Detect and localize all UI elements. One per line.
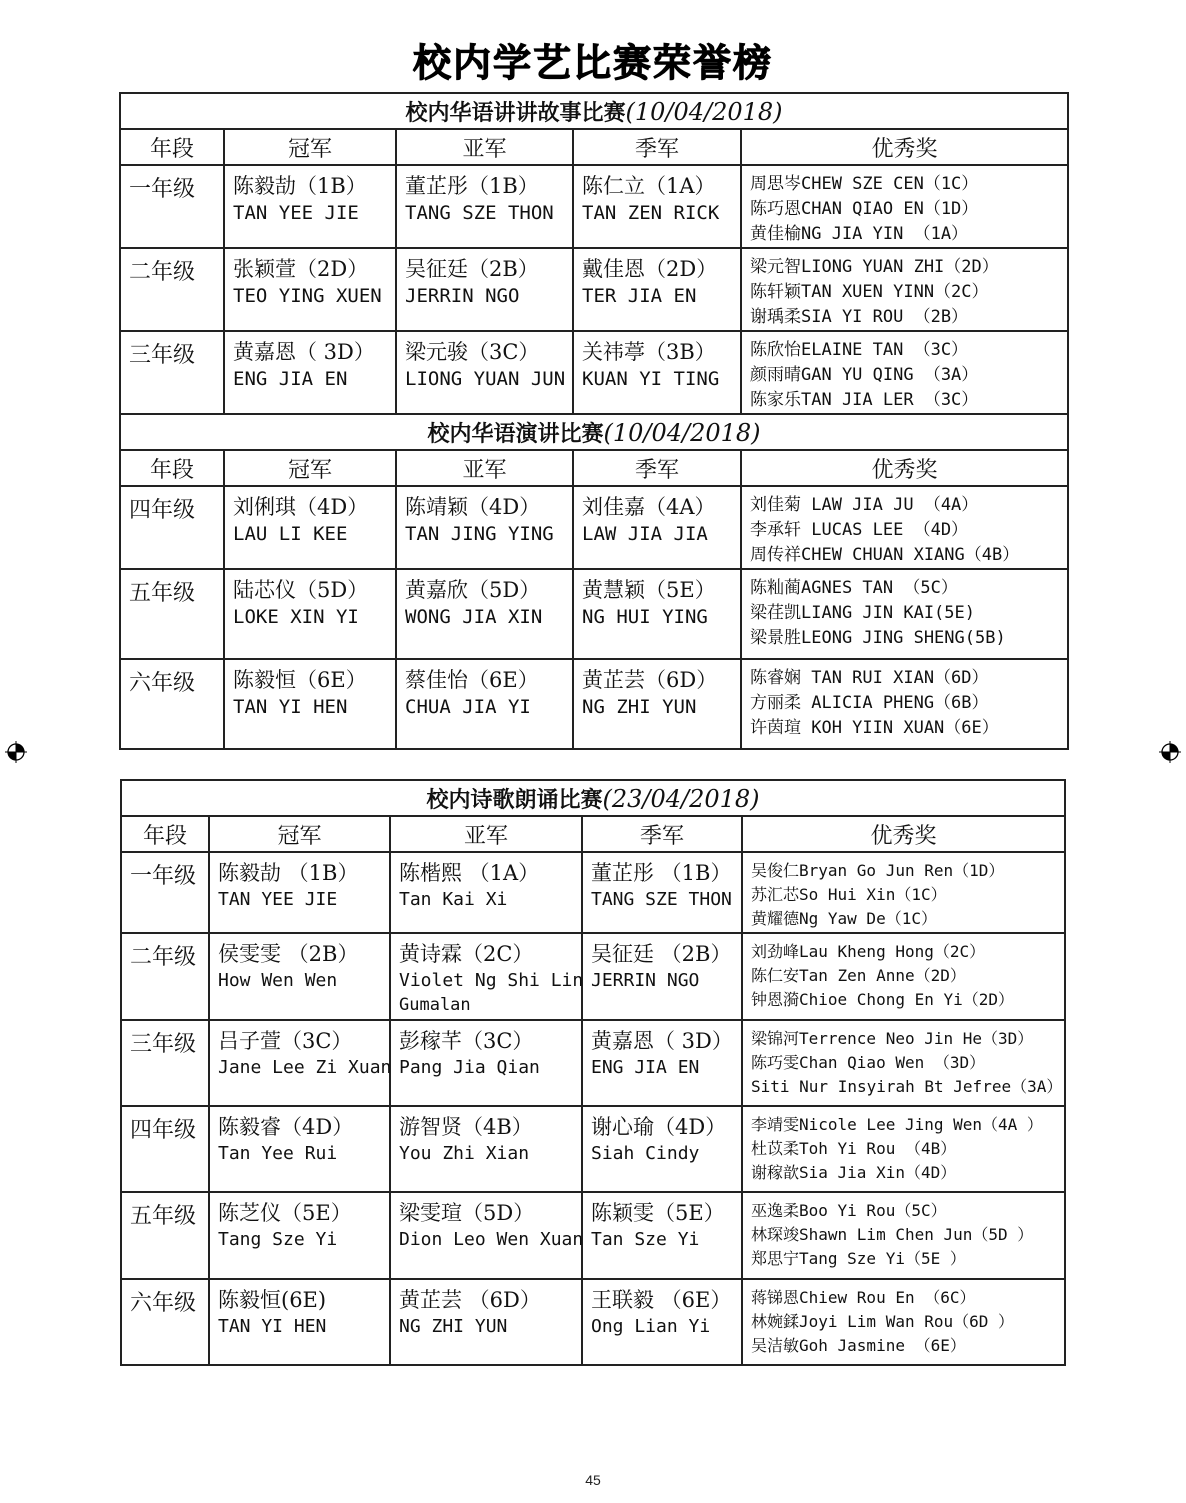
- grade-cell: 四年级: [121, 1106, 209, 1192]
- winner-chinese-name: 谢心瑜（4D）: [591, 1115, 727, 1139]
- winner-chinese-name: 黄慧颖（5E）: [582, 578, 716, 602]
- grade-cell: 二年级: [120, 248, 224, 331]
- runner-up-cell: [396, 248, 573, 331]
- runner-up-cell: [390, 852, 582, 933]
- header-row: [121, 816, 1065, 852]
- winner-chinese-name: 梁雯瑄（5D）: [399, 1201, 535, 1225]
- excellence-winner: 谢瑀柔SIA YI ROU （2B）: [750, 307, 969, 327]
- section-name: 校内华语讲讲故事比赛: [405, 99, 626, 126]
- excellence-winner: 梁荏凯LIANG JIN KAI(5E): [750, 603, 975, 623]
- runner-up-header: 亚军: [390, 816, 582, 852]
- excellence-cell: [742, 852, 1065, 933]
- table-row: [120, 486, 1068, 569]
- excellence-winner: 钟恩漪Chioe Chong En Yi（2D）: [751, 990, 1015, 1009]
- registration-mark-left-icon: [5, 741, 27, 763]
- winner-english-name: LAU LI KEE: [233, 523, 348, 545]
- grade-cell: 五年级: [120, 569, 224, 659]
- excellence-winner: 梁元智LIONG YUAN ZHI（2D）: [750, 257, 999, 277]
- winner-chinese-name: 黄嘉欣（5D）: [405, 578, 541, 602]
- champion-header: 冠军: [224, 450, 396, 486]
- grade-cell: 六年级: [121, 1279, 209, 1365]
- grade-cell: 五年级: [121, 1192, 209, 1279]
- excellence-cell: [741, 486, 1068, 569]
- excellence-winner: 杜苡柔Toh Yi Rou （4B）: [751, 1139, 957, 1158]
- excellence-winner: 林琛竣Shawn Lim Chen Jun（5D ）: [751, 1225, 1034, 1244]
- champion-cell: [224, 248, 396, 331]
- champion-cell: [224, 569, 396, 659]
- winner-chinese-name: 陈毅劼 （1B）: [218, 861, 359, 885]
- excellence-cell: [741, 659, 1068, 749]
- table-row: [121, 1192, 1065, 1279]
- table-row: [121, 933, 1065, 1020]
- excellence-header: 优秀奖: [741, 129, 1068, 165]
- champion-cell: [209, 1106, 390, 1192]
- winner-english-name: TANG SZE THON: [405, 202, 554, 224]
- header-row: [120, 450, 1068, 486]
- awards-table-poetry: [120, 779, 1066, 1366]
- winner-english-name: ENG JIA EN: [233, 368, 348, 390]
- third-cell: [573, 165, 741, 248]
- winner-chinese-name: 吴征廷（2B）: [405, 257, 539, 281]
- grade-header: 年段: [121, 816, 209, 852]
- winner-english-name: TAN YI HEN: [218, 1316, 327, 1337]
- winner-english-name: TAN JING YING: [405, 523, 554, 545]
- winner-chinese-name: 陈颖雯（5E）: [591, 1201, 725, 1225]
- champion-cell: [224, 331, 396, 414]
- table-row: [120, 659, 1068, 749]
- winner-chinese-name: 黄诗霖（2C）: [399, 942, 534, 966]
- excellence-winner: 陈巧恩CHAN QIAO EN（1D）: [750, 199, 979, 219]
- winner-english-name: NG ZHI YUN: [399, 1316, 508, 1337]
- winner-english-name: LIONG YUAN JUN: [405, 368, 566, 390]
- winner-english-name: Pang Jia Qian: [399, 1057, 540, 1078]
- excellence-winner: 陈轩颖TAN XUEN YINN（2C）: [750, 282, 989, 302]
- runner-up-cell: [396, 569, 573, 659]
- excellence-winner: 郑思宁Tang Sze Yi（5E ）: [751, 1249, 966, 1268]
- winner-english-name: JERRIN NGO: [591, 970, 700, 991]
- grade-cell: 六年级: [120, 659, 224, 749]
- excellence-winner: 陈睿娴 TAN RUI XIAN（6D）: [750, 668, 989, 688]
- winner-chinese-name: 陈毅恒（6E）: [233, 668, 367, 692]
- runner-up-cell: [396, 486, 573, 569]
- winner-chinese-name: 王联毅 （6E）: [591, 1288, 732, 1312]
- winner-chinese-name: 黄嘉恩（ 3D）: [233, 340, 375, 364]
- winner-chinese-name: 陈毅恒(6E): [218, 1288, 327, 1312]
- grade-header: 年段: [120, 450, 224, 486]
- winner-english-name: TEO YING XUEN: [233, 285, 382, 307]
- excellence-winner: 吴俊仁Bryan Go Jun Ren（1D）: [751, 861, 1005, 880]
- excellence-cell: [741, 569, 1068, 659]
- winner-chinese-name: 陈楷熙 （1A）: [399, 861, 540, 885]
- section-title-row: [120, 93, 1068, 129]
- champion-cell: [209, 933, 390, 1020]
- excellence-winner: 陈家乐TAN JIA LER （3C）: [750, 390, 979, 410]
- table-row: [121, 1106, 1065, 1192]
- table-row: [121, 1279, 1065, 1365]
- winner-english-name: TAN ZEN RICK: [582, 202, 720, 224]
- champion-cell: [209, 1279, 390, 1365]
- champion-cell: [224, 659, 396, 749]
- winner-english-name: Dion Leo Wen Xuan: [399, 1229, 584, 1250]
- champion-cell: [209, 1192, 390, 1279]
- third-cell: [582, 933, 742, 1020]
- grade-header: 年段: [120, 129, 224, 165]
- excellence-cell: [742, 1279, 1065, 1365]
- winner-chinese-name: 吕子萱（3C）: [218, 1029, 353, 1053]
- section-title: [120, 93, 1068, 129]
- section-date: (10/04/2018): [603, 418, 761, 447]
- winner-chinese-name: 陆芯仪（5D）: [233, 578, 369, 602]
- winner-english-name: Tan Sze Yi: [591, 1229, 700, 1250]
- third-cell: [573, 569, 741, 659]
- winner-chinese-name: 陈仁立（1A）: [582, 174, 716, 198]
- winner-chinese-name: 游智贤（4B）: [399, 1115, 533, 1139]
- third-place-header: 季军: [573, 450, 741, 486]
- excellence-cell: [742, 1192, 1065, 1279]
- winner-english-name: Gumalan: [399, 995, 471, 1015]
- grade-cell: 四年级: [120, 486, 224, 569]
- third-cell: [582, 1020, 742, 1106]
- excellence-winner: 苏汇芯So Hui Xin（1C）: [751, 885, 947, 904]
- winner-english-name: WONG JIA XIN: [405, 606, 543, 628]
- excellence-winner: 周思岑CHEW SZE CEN（1C）: [750, 174, 979, 194]
- excellence-winner: 李靖雯Nicole Lee Jing Wen（4A ）: [751, 1115, 1043, 1134]
- excellence-winner: 陈籼蔺AGNES TAN （5C）: [750, 578, 958, 598]
- winner-english-name: Tan Yee Rui: [218, 1143, 338, 1164]
- champion-header: 冠军: [209, 816, 390, 852]
- excellence-winner: 李承轩 LUCAS LEE （4D）: [750, 520, 969, 540]
- section-title-row: [120, 414, 1068, 450]
- winner-chinese-name: 董芷彤（1B）: [405, 174, 539, 198]
- champion-cell: [209, 1020, 390, 1106]
- third-place-header: 季军: [573, 129, 741, 165]
- third-cell: [573, 659, 741, 749]
- winner-english-name: CHUA JIA YI: [405, 696, 531, 718]
- winner-chinese-name: 吴征廷 （2B）: [591, 942, 732, 966]
- table-row: [121, 852, 1065, 933]
- section-date: (23/04/2018): [602, 784, 760, 813]
- header-row: [120, 129, 1068, 165]
- excellence-winner: 方丽柔 ALICIA PHENG（6B）: [750, 693, 989, 713]
- winner-chinese-name: 刘俐琪（4D）: [233, 495, 369, 519]
- winner-english-name: TAN YEE JIE: [218, 889, 338, 910]
- section-title: [120, 414, 1068, 450]
- excellence-winner: 吴洁敏Goh Jasmine （6E）: [751, 1336, 966, 1355]
- winner-english-name: TANG SZE THON: [591, 889, 732, 910]
- excellence-cell: [742, 933, 1065, 1020]
- champion-cell: [224, 486, 396, 569]
- table-row: [120, 248, 1068, 331]
- grade-cell: 一年级: [120, 165, 224, 248]
- winner-english-name: Tan Kai Xi: [399, 889, 508, 910]
- page-number: 45: [585, 1472, 601, 1488]
- winner-english-name: TER JIA EN: [582, 285, 697, 307]
- runner-up-cell: [390, 933, 582, 1020]
- excellence-header: 优秀奖: [742, 816, 1065, 852]
- winner-chinese-name: 陈毅劼（1B）: [233, 174, 367, 198]
- winner-english-name: Tang Sze Yi: [218, 1229, 338, 1250]
- champion-header: 冠军: [224, 129, 396, 165]
- winner-chinese-name: 黄嘉恩（ 3D）: [591, 1029, 733, 1053]
- winner-english-name: Jane Lee Zi Xuan: [218, 1057, 392, 1078]
- registration-mark-right-icon: [1159, 741, 1181, 763]
- section-name: 校内诗歌朗诵比赛: [426, 786, 603, 813]
- champion-cell: [209, 852, 390, 933]
- section-title: [121, 780, 1065, 816]
- third-cell: [582, 1106, 742, 1192]
- champion-cell: [224, 165, 396, 248]
- excellence-winner: Siti Nur Insyirah Bt Jefree（3A）: [751, 1077, 1063, 1096]
- third-cell: [582, 1279, 742, 1365]
- section-name: 校内华语演讲比赛: [427, 420, 604, 447]
- winner-chinese-name: 陈芝仪（5E）: [218, 1201, 352, 1225]
- excellence-winner: 黄耀德Ng Yaw De（1C）: [751, 909, 937, 928]
- third-cell: [582, 852, 742, 933]
- excellence-cell: [741, 165, 1068, 248]
- runner-up-cell: [390, 1279, 582, 1365]
- winner-english-name: Siah Cindy: [591, 1143, 700, 1164]
- table-row: [120, 569, 1068, 659]
- excellence-winner: 巫逸柔Boo Yi Rou（5C）: [751, 1201, 947, 1220]
- winner-chinese-name: 梁元骏（3C）: [405, 340, 540, 364]
- winner-english-name: TAN YEE JIE: [233, 202, 359, 224]
- grade-cell: 二年级: [121, 933, 209, 1020]
- awards-table-speech: [119, 92, 1069, 750]
- grade-cell: 三年级: [120, 331, 224, 414]
- winner-english-name: How Wen Wen: [218, 970, 338, 991]
- excellence-winner: 刘劲峰Lau Kheng Hong（2C）: [751, 942, 986, 961]
- winner-english-name: ENG JIA EN: [591, 1057, 700, 1078]
- runner-up-cell: [390, 1106, 582, 1192]
- excellence-winner: 刘佳菊 LAW JIA JU （4A）: [750, 495, 979, 515]
- winner-english-name: NG HUI YING: [582, 606, 708, 628]
- winner-english-name: KUAN YI TING: [582, 368, 720, 390]
- excellence-winner: 陈仁安Tan Zen Anne（2D）: [751, 966, 966, 985]
- winner-english-name: NG ZHI YUN: [582, 696, 697, 718]
- winner-english-name: LOKE XIN YI: [233, 606, 359, 628]
- third-cell: [573, 331, 741, 414]
- third-cell: [573, 248, 741, 331]
- excellence-winner: 梁锦河Terrence Neo Jin He（3D）: [751, 1029, 1034, 1048]
- winner-english-name: You Zhi Xian: [399, 1143, 530, 1164]
- excellence-header: 优秀奖: [741, 450, 1068, 486]
- excellence-winner: 颜雨晴GAN YU QING （3A）: [750, 365, 979, 385]
- excellence-winner: 蒋锑恩Chiew Rou En （6C）: [751, 1288, 976, 1307]
- winner-chinese-name: 张颖萱（2D）: [233, 257, 369, 281]
- winner-english-name: Ong Lian Yi: [591, 1316, 711, 1337]
- third-cell: [573, 486, 741, 569]
- winner-chinese-name: 戴佳恩（2D）: [582, 257, 718, 281]
- runner-up-cell: [390, 1192, 582, 1279]
- winner-chinese-name: 陈靖颖（4D）: [405, 495, 541, 519]
- winner-english-name: Violet Ng Shi Lin: [399, 970, 584, 991]
- winner-english-name: TAN YI HEN: [233, 696, 348, 718]
- winner-english-name: LAW JIA JIA: [582, 523, 708, 545]
- table-row: [120, 165, 1068, 248]
- grade-cell: 一年级: [121, 852, 209, 933]
- table-row: [120, 331, 1068, 414]
- excellence-cell: [741, 248, 1068, 331]
- section-title-row: [121, 780, 1065, 816]
- excellence-winner: 陈欣怡ELAINE TAN （3C）: [750, 340, 969, 360]
- excellence-winner: 谢稼歆Sia Jia Xin（4D）: [751, 1163, 957, 1182]
- excellence-winner: 林婉鍒Joyi Lim Wan Rou（6D ）: [751, 1312, 1015, 1331]
- winner-chinese-name: 侯雯雯 （2B）: [218, 942, 359, 966]
- excellence-cell: [741, 331, 1068, 414]
- excellence-cell: [742, 1106, 1065, 1192]
- winner-english-name: JERRIN NGO: [405, 285, 520, 307]
- third-cell: [582, 1192, 742, 1279]
- runner-up-cell: [390, 1020, 582, 1106]
- winner-chinese-name: 蔡佳怡（6E）: [405, 668, 539, 692]
- winner-chinese-name: 黄芷芸（6D）: [582, 668, 718, 692]
- runner-up-cell: [396, 165, 573, 248]
- winner-chinese-name: 陈毅睿（4D）: [218, 1115, 354, 1139]
- excellence-winner: 周传祥CHEW CHUAN XIANG（4B）: [750, 545, 1020, 565]
- winner-chinese-name: 关祎葶（3B）: [582, 340, 716, 364]
- runner-up-cell: [396, 331, 573, 414]
- third-place-header: 季军: [582, 816, 742, 852]
- runner-up-header: 亚军: [396, 129, 573, 165]
- section-date: (10/04/2018): [625, 97, 783, 126]
- page-title: 校内学艺比赛荣誉榜: [412, 41, 773, 85]
- runner-up-header: 亚军: [396, 450, 573, 486]
- winner-chinese-name: 董芷彤 （1B）: [591, 861, 732, 885]
- excellence-winner: 梁景胜LEONG JING SHENG(5B): [750, 628, 1006, 648]
- runner-up-cell: [396, 659, 573, 749]
- excellence-winner: 许茵瑄 KOH YIIN XUAN（6E）: [750, 718, 999, 738]
- excellence-winner: 陈巧雯Chan Qiao Wen （3D）: [751, 1053, 986, 1072]
- excellence-winner: 黄佳榆NG JIA YIN （1A）: [750, 224, 969, 244]
- excellence-cell: [742, 1020, 1065, 1106]
- winner-chinese-name: 黄芷芸 （6D）: [399, 1288, 541, 1312]
- grade-cell: 三年级: [121, 1020, 209, 1106]
- winner-chinese-name: 彭稼芊（3C）: [399, 1029, 534, 1053]
- winner-chinese-name: 刘佳嘉（4A）: [582, 495, 716, 519]
- table-row: [121, 1020, 1065, 1106]
